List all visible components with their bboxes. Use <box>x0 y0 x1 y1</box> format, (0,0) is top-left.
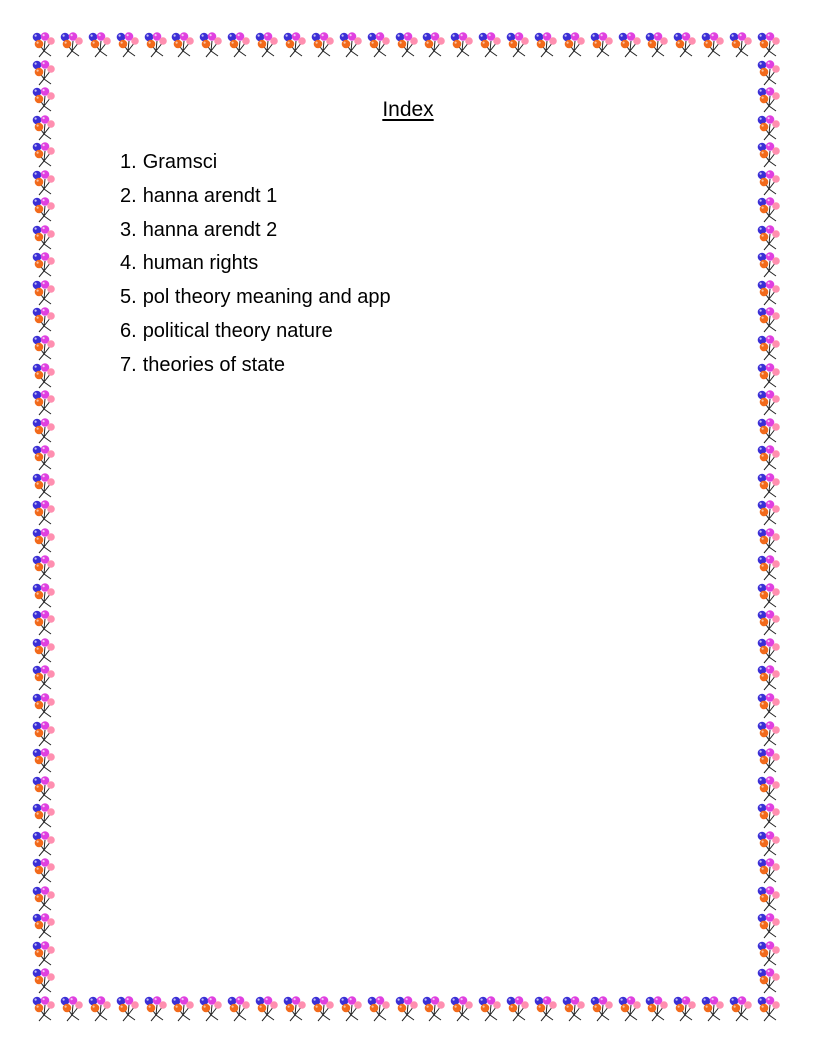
balloon-bunch-icon <box>33 473 55 498</box>
balloon-bunch-icon <box>33 996 55 1021</box>
item-number: 1. <box>120 151 137 173</box>
item-label: hanna arendt 2 <box>142 218 278 241</box>
item-number: 3. <box>120 218 137 241</box>
balloon-bunch-icon <box>758 665 780 690</box>
item-number: 6. <box>120 319 137 342</box>
balloon-bunch-icon <box>758 197 780 222</box>
balloon-bunch-icon <box>619 996 641 1021</box>
balloon-bunch-icon <box>758 638 780 663</box>
balloon-bunch-icon <box>758 528 780 553</box>
balloon-bunch-icon <box>33 665 55 690</box>
balloon-bunch-icon <box>758 225 780 250</box>
balloon-bunch-icon <box>33 390 55 415</box>
balloon-bunch-icon <box>33 335 55 360</box>
balloon-bunch-icon <box>61 996 83 1021</box>
balloon-bunch-icon <box>33 638 55 663</box>
balloon-bunch-icon <box>396 32 418 57</box>
item-label: pol theory meaning and app <box>142 286 391 309</box>
balloon-bunch-icon <box>535 996 557 1021</box>
balloon-bunch-icon <box>33 225 55 250</box>
balloon-bunch-icon <box>312 32 334 57</box>
list-item <box>120 146 391 180</box>
balloon-bunch-icon <box>284 32 306 57</box>
balloon-bunch-icon <box>758 280 780 305</box>
balloon-bunch-icon <box>758 858 780 883</box>
balloon-bunch-icon <box>702 32 724 57</box>
balloon-bunch-icon <box>33 831 55 856</box>
index-list <box>120 146 391 383</box>
item-number: 4. <box>120 252 137 275</box>
balloon-bunch-icon <box>33 500 55 525</box>
balloon-bunch-icon <box>145 996 167 1021</box>
balloon-bunch-icon <box>396 996 418 1021</box>
balloon-bunch-icon <box>758 335 780 360</box>
page-title: Index <box>382 98 434 121</box>
balloon-bunch-icon <box>33 968 55 993</box>
balloon-bunch-icon <box>200 32 222 57</box>
balloon-bunch-icon <box>33 886 55 911</box>
balloon-bunch-icon <box>758 142 780 167</box>
item-number: 7. <box>120 353 137 376</box>
list-item <box>120 247 391 281</box>
balloon-bunch-icon <box>674 996 696 1021</box>
balloon-bunch-icon <box>479 32 501 57</box>
balloon-bunch-icon <box>758 693 780 718</box>
balloon-bunch-icon <box>145 32 167 57</box>
balloon-bunch-icon <box>758 776 780 801</box>
balloon-bunch-icon <box>423 996 445 1021</box>
balloon-bunch-icon <box>117 996 139 1021</box>
balloon-bunch-icon <box>33 913 55 938</box>
balloon-bunch-icon <box>758 445 780 470</box>
item-number: 2. <box>120 184 137 207</box>
balloon-bunch-icon <box>33 555 55 580</box>
balloon-bunch-icon <box>284 996 306 1021</box>
balloon-bunch-icon <box>33 776 55 801</box>
balloon-bunch-icon <box>451 32 473 57</box>
balloon-bunch-icon <box>33 721 55 746</box>
balloon-bunch-icon <box>33 32 55 57</box>
balloon-bunch-icon <box>646 996 668 1021</box>
balloon-bunch-icon <box>33 197 55 222</box>
balloon-bunch-icon <box>33 445 55 470</box>
balloon-bunch-icon <box>33 583 55 608</box>
list-item <box>120 281 391 315</box>
balloon-bunch-icon <box>758 996 780 1021</box>
item-number: 5. <box>120 286 137 309</box>
balloon-bunch-icon <box>507 32 529 57</box>
balloon-bunch-icon <box>33 170 55 195</box>
list-item <box>120 214 391 248</box>
item-label: hanna arendt 1 <box>142 184 278 207</box>
balloon-bunch-icon <box>33 748 55 773</box>
balloon-bunch-icon <box>33 610 55 635</box>
balloon-bunch-icon <box>33 803 55 828</box>
balloon-bunch-icon <box>423 32 445 57</box>
balloon-bunch-icon <box>758 363 780 388</box>
balloon-bunch-icon <box>200 996 222 1021</box>
balloon-bunch-icon <box>312 996 334 1021</box>
balloon-bunch-icon <box>535 32 557 57</box>
balloon-bunch-icon <box>33 142 55 167</box>
balloon-bunch-icon <box>758 803 780 828</box>
balloon-bunch-icon <box>730 996 752 1021</box>
balloon-bunch-icon <box>758 252 780 277</box>
balloon-bunch-icon <box>758 60 780 85</box>
balloon-bunch-icon <box>758 418 780 443</box>
balloon-bunch-icon <box>479 996 501 1021</box>
balloon-bunch-icon <box>619 32 641 57</box>
balloon-bunch-icon <box>758 170 780 195</box>
balloon-bunch-icon <box>591 32 613 57</box>
balloon-bunch-icon <box>507 996 529 1021</box>
balloon-bunch-icon <box>758 831 780 856</box>
item-label: human rights <box>142 252 259 275</box>
balloon-bunch-icon <box>368 32 390 57</box>
balloon-bunch-icon <box>563 32 585 57</box>
balloon-bunch-icon <box>228 996 250 1021</box>
balloon-bunch-icon <box>758 913 780 938</box>
balloon-bunch-icon <box>758 390 780 415</box>
item-label: political theory nature <box>142 319 333 342</box>
balloon-bunch-icon <box>451 996 473 1021</box>
balloon-bunch-icon <box>646 32 668 57</box>
balloon-bunch-icon <box>33 60 55 85</box>
balloon-bunch-icon <box>33 528 55 553</box>
balloon-bunch-icon <box>368 996 390 1021</box>
balloon-bunch-icon <box>33 307 55 332</box>
item-label: Gramsci <box>142 151 218 173</box>
balloon-bunch-icon <box>89 32 111 57</box>
balloon-bunch-icon <box>758 500 780 525</box>
balloon-bunch-icon <box>33 280 55 305</box>
balloon-bunch-icon <box>89 996 111 1021</box>
balloon-bunch-icon <box>758 886 780 911</box>
balloon-bunch-icon <box>61 32 83 57</box>
balloon-bunch-icon <box>172 32 194 57</box>
balloon-bunch-icon <box>730 32 752 57</box>
list-item <box>120 315 391 349</box>
balloon-bunch-icon <box>33 252 55 277</box>
balloon-bunch-icon <box>591 996 613 1021</box>
balloon-bunch-icon <box>33 858 55 883</box>
balloon-bunch-icon <box>256 996 278 1021</box>
balloon-bunch-icon <box>758 941 780 966</box>
balloon-bunch-icon <box>33 941 55 966</box>
balloon-bunch-icon <box>33 363 55 388</box>
balloon-bunch-icon <box>758 555 780 580</box>
list-item <box>120 349 391 383</box>
balloon-bunch-icon <box>117 32 139 57</box>
balloon-bunch-icon <box>758 473 780 498</box>
balloon-bunch-icon <box>758 748 780 773</box>
balloon-bunch-icon <box>758 32 780 57</box>
balloon-bunch-icon <box>33 418 55 443</box>
item-label: theories of state <box>142 353 285 376</box>
balloon-bunch-icon <box>563 996 585 1021</box>
balloon-bunch-icon <box>758 721 780 746</box>
balloon-bunch-icon <box>758 583 780 608</box>
balloon-bunch-icon <box>33 693 55 718</box>
balloon-bunch-icon <box>758 307 780 332</box>
balloon-bunch-icon <box>340 32 362 57</box>
balloon-bunch-icon <box>758 610 780 635</box>
balloon-bunch-icon <box>256 32 278 57</box>
balloon-bunch-icon <box>702 996 724 1021</box>
balloon-bunch-icon <box>172 996 194 1021</box>
balloon-bunch-icon <box>758 968 780 993</box>
balloon-bunch-icon <box>340 996 362 1021</box>
list-item <box>120 180 391 214</box>
balloon-bunch-icon <box>228 32 250 57</box>
balloon-bunch-icon <box>674 32 696 57</box>
